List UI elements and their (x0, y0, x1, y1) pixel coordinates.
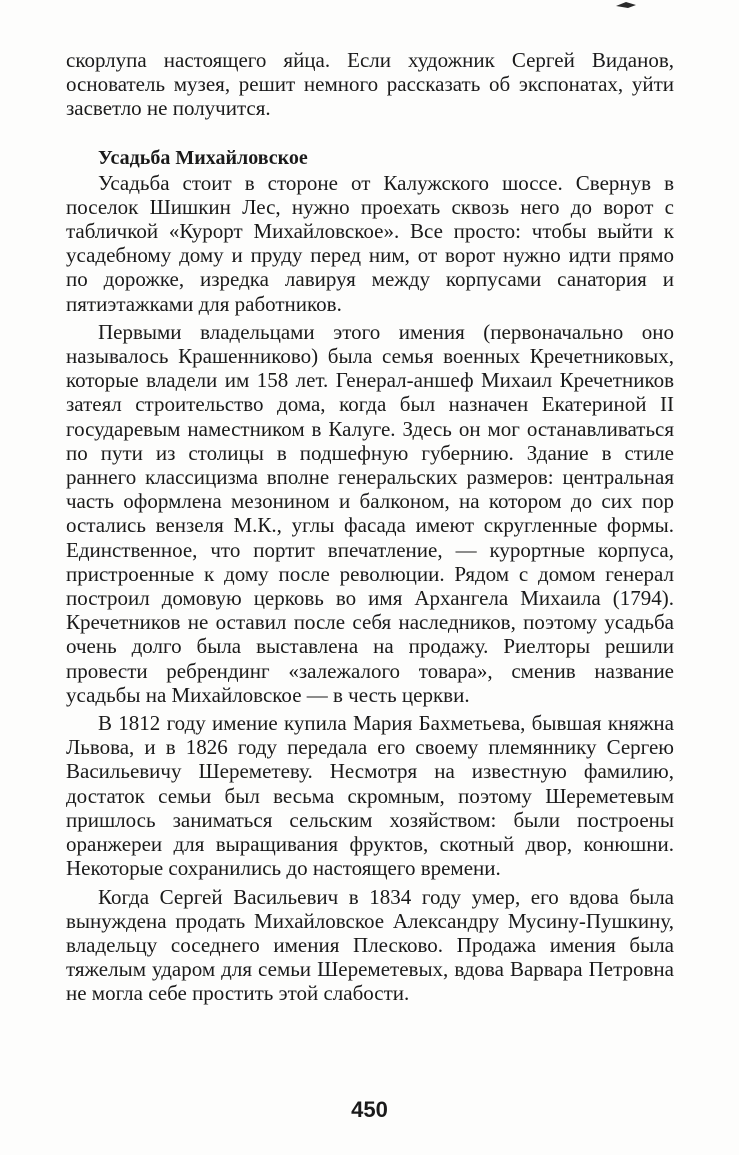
page-number: 450 (351, 1097, 388, 1122)
paragraph-1: Усадьба стоит в стороне от Калужского шоссе. Свернув в поселок Шишкин Лес, нужно проехать сквозь него до ворот с табличкой «Курорт Михайловское». Все просто: чтобы выйти к усадебному дому и пруду перед ним, от ворот нужно идти прямо по дорожке, изредка лавируя между корпусами санатория и пятиэтажками для работников. (66, 170, 674, 316)
paragraph-4: Когда Сергей Васильевич в 1834 году умер, его вдова была вынуждена продать Михайловское Александру Мусину-Пушкину, владельцу соседнего имения Плесково. Продажа имения была тяжелым ударом для семьи Шереметевых, вдова Варвара Петровна не могла себе простить этой слабости. (66, 884, 674, 1006)
paragraph-3: В 1812 году имение купила Мария Бахметьева, бывшая княжна Львова, и в 1826 году передала его своему племяннику Сергею Васильевичу Шереметеву. Несмотря на известную фамилию, достаток семьи был весьма скромным, поэтому Шереметевым пришлось заниматься сельским хозяйством: были построены оранжереи для выращивания фруктов, скотный двор, конюшни. Некоторые сохранились до настоящего времени. (66, 711, 674, 881)
section-heading: Усадьба Михайловское (98, 146, 308, 169)
intro-paragraph: скорлупа настоящего яйца. Если художник Сергей Виданов, основатель музея, решит немного рассказать об экспонатах, уйти засветло не получится. (66, 48, 674, 121)
paragraph-2: Первыми владельцами этого имения (первоначально оно называлось Крашенниково) была семья военных Кречетниковых, которые владели им 158 лет. Генерал-аншеф Михаил Кречетников затеял строительство дома, когда был назначен Екатериной II государевым наместником в Калуге. Здесь он мог останавливаться по пути из столицы в подшефную губернию. Здание в стиле раннего классицизма вполне генеральских размеров: центральная часть оформлена мезонином и балконом, на котором до сих пор остались вензеля М.К., углы фасада имеют скругленные формы. Единственное, что портит впечатление, — курортные корпуса, пристроенные к дому после революции. Рядом с домом генерал построил домовую церковь во имя Архангела Михаила (1794). Кречетников не оставил после себя наследников, поэтому усадьба очень долго была выставлена на продажу. Риелторы решили провести ребрендинг «залежалого товара», сменив название усадьбы на Михайловское — в честь церкви. (66, 319, 674, 707)
scan-mark (614, 0, 638, 14)
page-text (66, 48, 674, 1006)
